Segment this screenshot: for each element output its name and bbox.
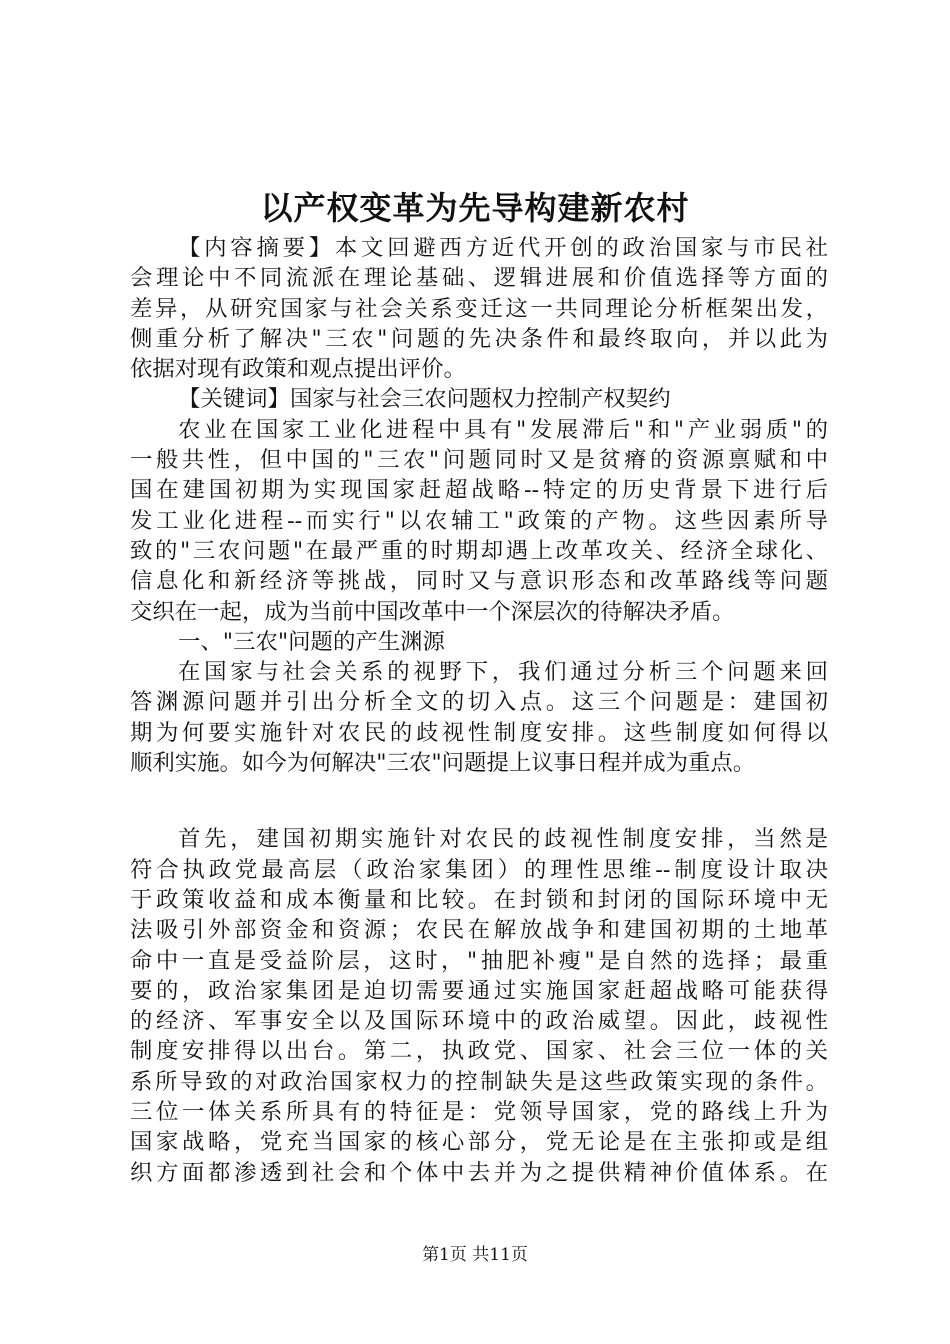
paragraph-line: 于政策收益和成本衡量和比较。在封锁和封闭的国际环境中无 xyxy=(130,886,828,913)
paragraph-line: 一般共性，但中国的"三农"问题同时又是贫瘠的资源禀赋和中 xyxy=(130,447,828,474)
page-number-footer: 第1页 共11页 xyxy=(422,1245,528,1265)
paragraph-line: 侧重分析了解决"三农"问题的先决条件和最终取向，并以此为 xyxy=(130,325,828,352)
paragraph-line: 织方面都渗透到社会和个体中去并为之提供精神价值体系。在 xyxy=(130,1159,828,1186)
paragraph-line: 发工业化进程--而实行"以农辅工"政策的产物。这些因素所导 xyxy=(130,507,828,534)
paragraph-line: 国家战略，党充当国家的核心部分，党无论是在主张抑或是组 xyxy=(130,1129,828,1156)
paragraph-line: 符合执政党最高层（政治家集团）的理性思维--制度设计取决 xyxy=(130,856,828,883)
paragraph-line: 制度安排得以出台。第二，执政党、国家、社会三位一体的关 xyxy=(130,1038,828,1065)
paragraph-line: 会理论中不同流派在理论基础、逻辑进展和价值选择等方面的 xyxy=(130,265,828,292)
paragraph-line: 的经济、军事安全以及国际环境中的政治威望。因此，歧视性 xyxy=(130,1008,828,1035)
paragraph-line: 【内容摘要】本文回避西方近代开创的政治国家与市民社 xyxy=(178,235,828,261)
section-heading: 一、"三农"问题的产生渊源 xyxy=(178,628,445,655)
paragraph-line: 国在建国初期为实现国家赶超战略--特定的历史背景下进行后 xyxy=(130,477,828,504)
paragraph-line: 顺利实施。如今为何解决"三农"问题提上议事日程并成为重点。 xyxy=(130,750,756,777)
paragraph-line: 农业在国家工业化进程中具有"发展滞后"和"产业弱质"的 xyxy=(178,416,828,443)
paragraph-gap xyxy=(130,778,828,824)
paragraph-line: 在国家与社会关系的视野下，我们通过分析三个问题来回 xyxy=(178,659,828,686)
document-body xyxy=(130,233,828,1188)
paragraph-line: 系所导致的对政治国家权力的控制缺失是这些政策实现的条件。 xyxy=(130,1068,828,1095)
paragraph-line: 三位一体关系所具有的特征是：党领导国家，党的路线上升为 xyxy=(130,1099,828,1126)
paragraph-line: 期为何要实施针对农民的歧视性制度安排。这些制度如何得以 xyxy=(130,719,828,746)
paragraph-line: 信息化和新经济等挑战，同时又与意识形态和改革路线等问题 xyxy=(130,568,828,595)
document-title: 以产权变革为先导构建新农村 xyxy=(260,189,690,227)
paragraph-line: 致的"三农问题"在最严重的时期却遇上改革攻关、经济全球化、 xyxy=(130,537,828,564)
keywords-line: 【关键词】国家与社会三农问题权力控制产权契约 xyxy=(178,386,671,413)
paragraph-line: 答渊源问题并引出分析全文的切入点。这三个问题是：建国初 xyxy=(130,689,828,716)
paragraph-line: 要的，政治家集团是迫切需要通过实施国家赶超战略可能获得 xyxy=(130,977,828,1004)
paragraph-line: 依据对现有政策和观点提出评价。 xyxy=(130,356,466,383)
paragraph-line: 命中一直是受益阶层，这时，"抽肥补瘦"是自然的选择；最重 xyxy=(130,947,828,974)
paragraph-line: 法吸引外部资金和资源；农民在解放战争和建国初期的土地革 xyxy=(130,917,828,944)
paragraph-line: 交织在一起，成为当前中国改革中一个深层次的待解决矛盾。 xyxy=(130,598,735,625)
paragraph-line: 差异，从研究国家与社会关系变迁这一共同理论分析框架出发， xyxy=(130,295,828,322)
paragraph-line: 首先，建国初期实施针对农民的歧视性制度安排，当然是 xyxy=(178,826,828,853)
